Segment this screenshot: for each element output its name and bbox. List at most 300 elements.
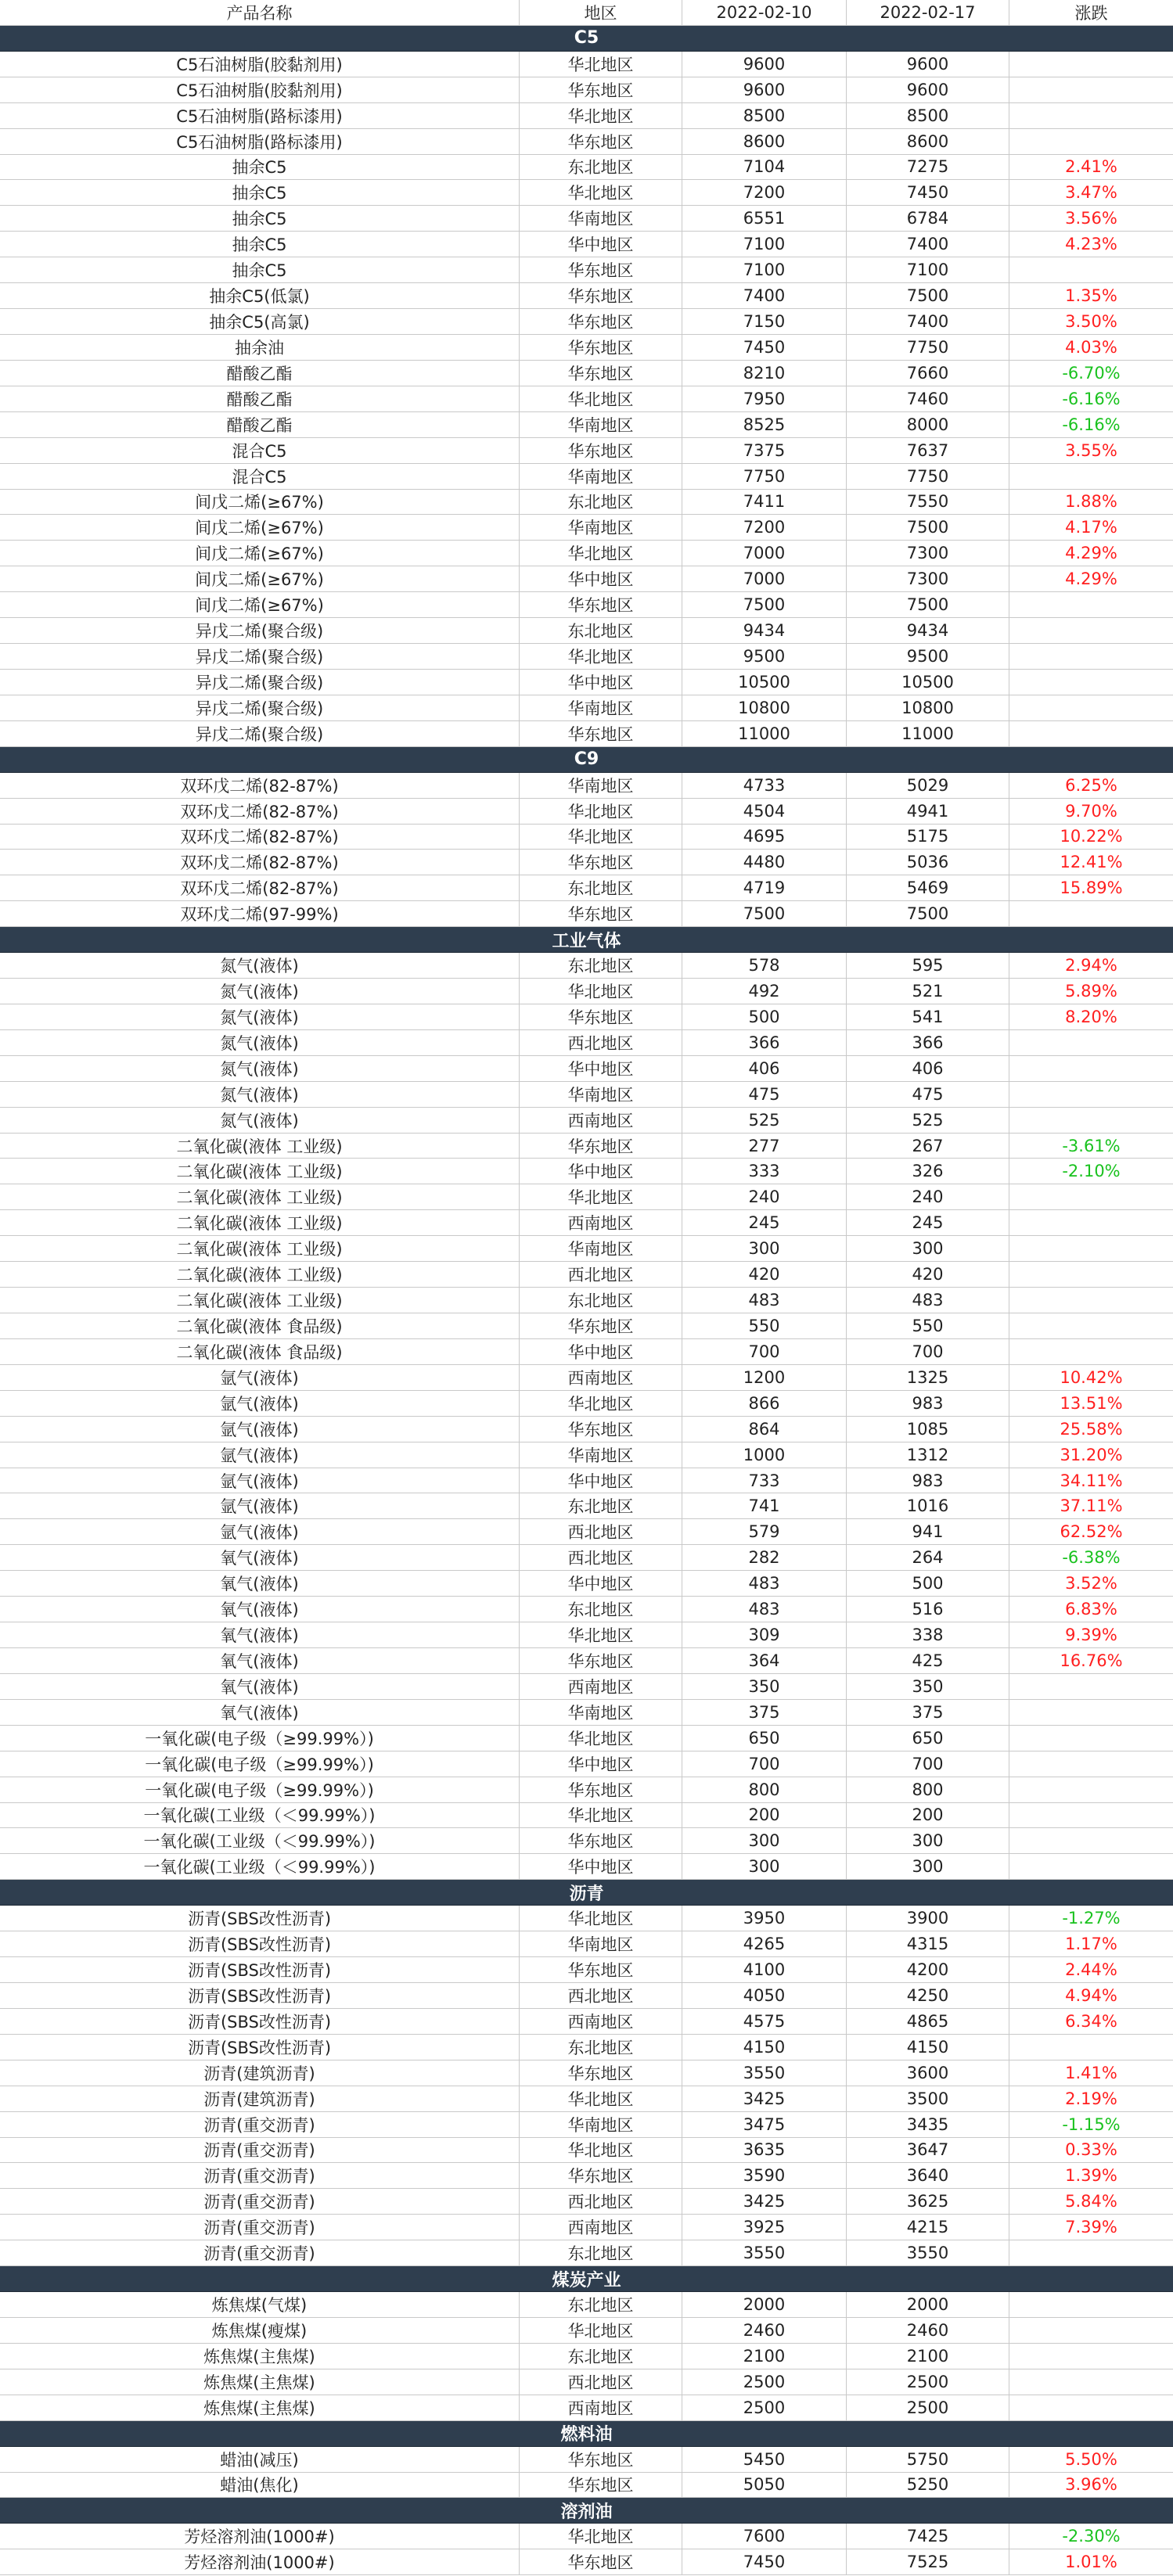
change-cell: 9.39% xyxy=(1065,1626,1117,1645)
product-name-cell: 混合C5 xyxy=(0,464,520,489)
price-date-2-cell: 425 xyxy=(847,1648,1009,1673)
change-cell: -2.10% xyxy=(1062,1162,1121,1181)
price-date-1-cell: 5450 xyxy=(682,2447,847,2472)
price-date-2-cell: 7500 xyxy=(847,592,1009,617)
product-name-cell: 氩气(液体) xyxy=(0,1519,520,1544)
product-name-cell: 氧气(液体) xyxy=(0,1674,520,1699)
product-name-cell: 氮气(液体) xyxy=(0,1030,520,1055)
price-date-2-cell: 7500 xyxy=(847,283,1009,308)
product-name-cell: 醋酸乙酯 xyxy=(0,361,520,386)
table-row xyxy=(0,515,1173,541)
price-date-1-cell: 375 xyxy=(682,1700,847,1725)
table-row xyxy=(0,1983,1173,2009)
price-date-2-cell: 521 xyxy=(847,979,1009,1004)
price-date-1-cell: 578 xyxy=(682,953,847,978)
section-title: C9 xyxy=(574,749,599,770)
price-date-2-cell: 650 xyxy=(847,1726,1009,1751)
table-row xyxy=(0,232,1173,257)
price-date-2-cell: 9600 xyxy=(847,77,1009,102)
product-name-cell: 抽余C5(高氯) xyxy=(0,309,520,334)
change-cell: -3.61% xyxy=(1062,1136,1121,1155)
table-row xyxy=(0,1828,1173,1854)
change-cell: 3.96% xyxy=(1065,2475,1117,2495)
change-cell xyxy=(1009,2240,1173,2265)
price-date-2-cell: 7400 xyxy=(847,309,1009,334)
price-date-2-cell: 475 xyxy=(847,1082,1009,1107)
price-date-1-cell: 7100 xyxy=(682,257,847,282)
region-cell: 华北地区 xyxy=(520,1803,682,1828)
price-date-1-cell: 406 xyxy=(682,1056,847,1081)
region-cell: 华东地区 xyxy=(520,2163,682,2188)
change-cell: 5.50% xyxy=(1065,2449,1117,2469)
change-cell xyxy=(1009,1210,1173,1235)
product-name-cell: 双环戊二烯(82-87%) xyxy=(0,773,520,798)
price-date-1-cell: 8210 xyxy=(682,361,847,386)
price-date-2-cell: 1312 xyxy=(847,1442,1009,1468)
change-cell: 0.33% xyxy=(1065,2140,1117,2160)
region-cell: 华北地区 xyxy=(520,1391,682,1416)
product-name-cell: 氮气(液体) xyxy=(0,1108,520,1133)
change-cell: -6.16% xyxy=(1062,389,1121,408)
change-cell: 1.01% xyxy=(1065,2553,1117,2572)
change-cell xyxy=(1009,1236,1173,1261)
product-name-cell: 二氧化碳(液体 食品级) xyxy=(0,1313,520,1338)
table-row xyxy=(0,2344,1173,2369)
price-date-1-cell: 8600 xyxy=(682,129,847,154)
table-row xyxy=(0,799,1173,825)
price-date-2-cell: 3600 xyxy=(847,2060,1009,2086)
product-name-cell: 异戊二烯(聚合级) xyxy=(0,670,520,695)
table-row xyxy=(0,2524,1173,2549)
change-cell: -6.38% xyxy=(1062,1548,1121,1568)
change-cell: 37.11% xyxy=(1060,1496,1123,1516)
price-date-1-cell: 3925 xyxy=(682,2215,847,2240)
table-row xyxy=(0,2292,1173,2318)
price-date-2-cell: 4941 xyxy=(847,799,1009,824)
price-date-2-cell: 541 xyxy=(847,1004,1009,1029)
price-date-1-cell: 3550 xyxy=(682,2060,847,2086)
price-date-2-cell: 7550 xyxy=(847,490,1009,515)
change-cell: 1.17% xyxy=(1065,1935,1117,1954)
price-date-1-cell: 1000 xyxy=(682,1442,847,1468)
region-cell: 华东地区 xyxy=(520,2473,682,2498)
region-cell: 西南地区 xyxy=(520,1365,682,1390)
price-date-1-cell: 7375 xyxy=(682,438,847,463)
price-date-1-cell: 4733 xyxy=(682,773,847,798)
price-date-1-cell: 366 xyxy=(682,1030,847,1055)
change-cell xyxy=(1009,2369,1173,2395)
change-cell xyxy=(1009,129,1173,154)
product-name-cell: 氧气(液体) xyxy=(0,1545,520,1570)
price-date-2-cell: 700 xyxy=(847,1339,1009,1364)
change-cell: 6.83% xyxy=(1065,1600,1117,1619)
table-row xyxy=(0,1004,1173,1030)
price-date-1-cell: 7150 xyxy=(682,309,847,334)
table-row xyxy=(0,1803,1173,1829)
table-row xyxy=(0,1931,1173,1957)
price-date-2-cell: 7300 xyxy=(847,541,1009,566)
table-row xyxy=(0,1082,1173,1108)
price-date-2-cell: 300 xyxy=(847,1854,1009,1879)
price-date-1-cell: 7500 xyxy=(682,901,847,926)
product-name-cell: 氩气(液体) xyxy=(0,1442,520,1468)
product-name-cell: 炼焦煤(主焦煤) xyxy=(0,2344,520,2369)
region-cell: 华北地区 xyxy=(520,799,682,824)
change-cell: 4.29% xyxy=(1065,569,1117,589)
change-cell xyxy=(1009,1854,1173,1879)
change-cell xyxy=(1009,1108,1173,1133)
region-cell: 华北地区 xyxy=(520,2524,682,2549)
region-cell: 东北地区 xyxy=(520,953,682,978)
price-date-2-cell: 7450 xyxy=(847,180,1009,205)
price-date-1-cell: 2000 xyxy=(682,2292,847,2317)
price-date-2-cell: 3900 xyxy=(847,1906,1009,1931)
table-row xyxy=(0,875,1173,901)
price-date-1-cell: 7500 xyxy=(682,592,847,617)
price-date-1-cell: 500 xyxy=(682,1004,847,1029)
change-cell: 2.41% xyxy=(1065,157,1117,177)
price-date-2-cell: 267 xyxy=(847,1134,1009,1159)
change-cell xyxy=(1009,2395,1173,2420)
price-date-2-cell: 8000 xyxy=(847,412,1009,437)
region-cell: 华南地区 xyxy=(520,464,682,489)
price-date-1-cell: 2500 xyxy=(682,2395,847,2420)
section-title: 煤炭产业 xyxy=(552,2270,621,2290)
price-date-2-cell: 1085 xyxy=(847,1417,1009,1442)
table-row xyxy=(0,592,1173,618)
header-date-1: 2022-02-10 xyxy=(682,0,847,25)
region-cell: 东北地区 xyxy=(520,490,682,515)
price-date-1-cell: 3475 xyxy=(682,2112,847,2137)
table-row xyxy=(0,1391,1173,1417)
section-title: 燃料油 xyxy=(560,2425,613,2445)
region-cell: 西北地区 xyxy=(520,1545,682,1570)
section-header-row xyxy=(0,747,1173,773)
product-name-cell: 双环戊二烯(82-87%) xyxy=(0,799,520,824)
product-name-cell: 二氧化碳(液体 工业级) xyxy=(0,1288,520,1313)
region-cell: 华中地区 xyxy=(520,1339,682,1364)
product-name-cell: 氮气(液体) xyxy=(0,953,520,978)
change-cell: 10.22% xyxy=(1060,827,1123,846)
table-row xyxy=(0,2009,1173,2035)
change-cell: 3.55% xyxy=(1065,440,1117,460)
price-date-2-cell: 200 xyxy=(847,1803,1009,1828)
price-date-1-cell: 300 xyxy=(682,1828,847,1853)
table-row xyxy=(0,2189,1173,2215)
change-cell xyxy=(1009,592,1173,617)
region-cell: 华北地区 xyxy=(520,541,682,566)
product-name-cell: 二氧化碳(液体 工业级) xyxy=(0,1210,520,1235)
region-cell: 华东地区 xyxy=(520,1777,682,1802)
region-cell: 西北地区 xyxy=(520,1983,682,2008)
product-name-cell: 沥青(重交沥青) xyxy=(0,2163,520,2188)
price-date-2-cell: 300 xyxy=(847,1236,1009,1261)
change-cell: 34.11% xyxy=(1060,1471,1123,1490)
change-cell: 1.88% xyxy=(1065,492,1117,512)
table-row xyxy=(0,1442,1173,1468)
price-date-1-cell: 3635 xyxy=(682,2138,847,2163)
price-date-2-cell: 7275 xyxy=(847,155,1009,180)
change-cell xyxy=(1009,1262,1173,1287)
product-name-cell: 抽余油 xyxy=(0,335,520,360)
price-date-1-cell: 866 xyxy=(682,1391,847,1416)
change-cell: 31.20% xyxy=(1060,1445,1123,1464)
price-date-2-cell: 4150 xyxy=(847,2035,1009,2060)
price-date-1-cell: 7750 xyxy=(682,464,847,489)
price-date-1-cell: 9600 xyxy=(682,52,847,77)
region-cell: 西南地区 xyxy=(520,2009,682,2034)
change-cell xyxy=(1009,1082,1173,1107)
price-date-2-cell: 5036 xyxy=(847,850,1009,875)
change-cell xyxy=(1009,670,1173,695)
region-cell: 华南地区 xyxy=(520,206,682,231)
region-cell: 华北地区 xyxy=(520,386,682,411)
table-row xyxy=(0,206,1173,232)
product-name-cell: 沥青(重交沥青) xyxy=(0,2138,520,2163)
price-date-2-cell: 5029 xyxy=(847,773,1009,798)
change-cell: 8.20% xyxy=(1065,1007,1117,1026)
price-date-1-cell: 333 xyxy=(682,1159,847,1184)
price-date-1-cell: 7100 xyxy=(682,232,847,257)
price-date-1-cell: 4265 xyxy=(682,1931,847,1956)
price-date-1-cell: 364 xyxy=(682,1648,847,1673)
price-date-2-cell: 1016 xyxy=(847,1493,1009,1518)
price-date-1-cell: 7950 xyxy=(682,386,847,411)
table-row xyxy=(0,1159,1173,1184)
product-name-cell: 沥青(SBS改性沥青) xyxy=(0,2035,520,2060)
price-date-1-cell: 864 xyxy=(682,1417,847,1442)
change-cell xyxy=(1009,1828,1173,1853)
change-cell xyxy=(1009,1184,1173,1209)
price-date-2-cell: 550 xyxy=(847,1313,1009,1338)
table-row xyxy=(0,901,1173,927)
product-name-cell: 氮气(液体) xyxy=(0,1082,520,1107)
change-cell: 2.94% xyxy=(1065,956,1117,975)
price-date-2-cell: 2100 xyxy=(847,2344,1009,2369)
product-name-cell: 氩气(液体) xyxy=(0,1391,520,1416)
change-cell xyxy=(1009,1339,1173,1364)
region-cell: 西北地区 xyxy=(520,1262,682,1287)
product-name-cell: 沥青(重交沥青) xyxy=(0,2189,520,2214)
header-product-name: 产品名称 xyxy=(0,0,520,25)
change-cell xyxy=(1009,2318,1173,2343)
product-name-cell: 氩气(液体) xyxy=(0,1493,520,1518)
product-name-cell: 蜡油(焦化) xyxy=(0,2473,520,2498)
region-cell: 华南地区 xyxy=(520,1236,682,1261)
region-cell: 东北地区 xyxy=(520,2344,682,2369)
price-date-2-cell: 406 xyxy=(847,1056,1009,1081)
region-cell: 华北地区 xyxy=(520,1622,682,1647)
table-row xyxy=(0,2035,1173,2060)
price-date-2-cell: 7750 xyxy=(847,464,1009,489)
change-cell: 6.25% xyxy=(1065,775,1117,795)
product-name-cell: 氮气(液体) xyxy=(0,1004,520,1029)
region-cell: 华中地区 xyxy=(520,1468,682,1493)
price-date-2-cell: 7425 xyxy=(847,2524,1009,2549)
change-cell: -1.27% xyxy=(1062,1909,1121,1928)
table-row xyxy=(0,1030,1173,1056)
price-date-2-cell: 8500 xyxy=(847,103,1009,128)
table-row xyxy=(0,386,1173,412)
price-date-2-cell: 4200 xyxy=(847,1957,1009,1982)
product-name-cell: 一氧化碳(电子级（≥99.99%）) xyxy=(0,1751,520,1777)
product-name-cell: 炼焦煤(主焦煤) xyxy=(0,2395,520,2420)
price-date-2-cell: 7750 xyxy=(847,335,1009,360)
region-cell: 华东地区 xyxy=(520,850,682,875)
region-cell: 华北地区 xyxy=(520,2138,682,2163)
change-cell: 7.39% xyxy=(1065,2218,1117,2237)
product-name-cell: 沥青(重交沥青) xyxy=(0,2240,520,2265)
table-row xyxy=(0,77,1173,103)
product-name-cell: 双环戊二烯(82-87%) xyxy=(0,875,520,900)
price-date-1-cell: 3425 xyxy=(682,2086,847,2111)
change-cell xyxy=(1009,2035,1173,2060)
product-name-cell: 二氧化碳(液体 工业级) xyxy=(0,1184,520,1209)
region-cell: 华东地区 xyxy=(520,2447,682,2472)
table-row xyxy=(0,1700,1173,1726)
product-name-cell: 一氧化碳(工业级（＜99.99%）) xyxy=(0,1828,520,1853)
price-date-1-cell: 7200 xyxy=(682,180,847,205)
price-date-2-cell: 700 xyxy=(847,1751,1009,1777)
product-name-cell: 氩气(液体) xyxy=(0,1365,520,1390)
table-row xyxy=(0,2318,1173,2344)
region-cell: 华中地区 xyxy=(520,1159,682,1184)
price-date-1-cell: 7411 xyxy=(682,490,847,515)
change-cell: 16.76% xyxy=(1060,1651,1123,1670)
price-date-2-cell: 3640 xyxy=(847,2163,1009,2188)
table-row xyxy=(0,2215,1173,2240)
price-date-1-cell: 4504 xyxy=(682,799,847,824)
table-row xyxy=(0,438,1173,464)
price-date-2-cell: 5750 xyxy=(847,2447,1009,2472)
region-cell: 东北地区 xyxy=(520,618,682,643)
table-row xyxy=(0,825,1173,850)
table-row xyxy=(0,103,1173,129)
section-header-row xyxy=(0,2266,1173,2292)
product-name-cell: 氧气(液体) xyxy=(0,1597,520,1622)
table-body xyxy=(0,26,1173,2575)
change-cell xyxy=(1009,1056,1173,1081)
price-date-1-cell: 483 xyxy=(682,1571,847,1596)
table-row xyxy=(0,695,1173,721)
region-cell: 华东地区 xyxy=(520,129,682,154)
region-cell: 华南地区 xyxy=(520,412,682,437)
product-name-cell: 双环戊二烯(97-99%) xyxy=(0,901,520,926)
price-date-2-cell: 3647 xyxy=(847,2138,1009,2163)
product-name-cell: 炼焦煤(气煤) xyxy=(0,2292,520,2317)
price-date-2-cell: 7100 xyxy=(847,257,1009,282)
change-cell xyxy=(1009,257,1173,282)
product-name-cell: 抽余C5 xyxy=(0,257,520,282)
price-date-1-cell: 4100 xyxy=(682,1957,847,1982)
price-date-1-cell: 2100 xyxy=(682,2344,847,2369)
price-date-2-cell: 9434 xyxy=(847,618,1009,643)
price-date-1-cell: 7200 xyxy=(682,515,847,540)
table-row xyxy=(0,1339,1173,1365)
table-row xyxy=(0,541,1173,566)
table-row xyxy=(0,2395,1173,2421)
price-date-1-cell: 733 xyxy=(682,1468,847,1493)
section-header-row xyxy=(0,26,1173,52)
region-cell: 东北地区 xyxy=(520,1288,682,1313)
price-date-2-cell: 7525 xyxy=(847,2549,1009,2574)
price-date-1-cell: 8525 xyxy=(682,412,847,437)
price-date-2-cell: 5469 xyxy=(847,875,1009,900)
product-name-cell: 沥青(SBS改性沥青) xyxy=(0,1957,520,1982)
price-date-2-cell: 338 xyxy=(847,1622,1009,1647)
product-name-cell: C5石油树脂(胶黏剂用) xyxy=(0,77,520,102)
table-row xyxy=(0,2163,1173,2189)
price-date-1-cell: 579 xyxy=(682,1519,847,1544)
product-name-cell: 抽余C5 xyxy=(0,155,520,180)
table-row xyxy=(0,1236,1173,1262)
region-cell: 东北地区 xyxy=(520,2292,682,2317)
region-cell: 华南地区 xyxy=(520,1700,682,1725)
change-cell: 4.29% xyxy=(1065,544,1117,563)
product-name-cell: 沥青(SBS改性沥青) xyxy=(0,1983,520,2008)
price-date-1-cell: 9434 xyxy=(682,618,847,643)
region-cell: 华北地区 xyxy=(520,52,682,77)
section-header-row xyxy=(0,2498,1173,2524)
price-date-2-cell: 9500 xyxy=(847,644,1009,669)
region-cell: 华东地区 xyxy=(520,361,682,386)
region-cell: 华东地区 xyxy=(520,283,682,308)
table-row xyxy=(0,2473,1173,2499)
price-date-1-cell: 9500 xyxy=(682,644,847,669)
change-cell: 1.41% xyxy=(1065,2063,1117,2082)
section-title: 溶剂油 xyxy=(560,2502,613,2522)
region-cell: 华东地区 xyxy=(520,2060,682,2086)
price-date-1-cell: 300 xyxy=(682,1236,847,1261)
table-row xyxy=(0,52,1173,77)
change-cell xyxy=(1009,52,1173,77)
region-cell: 西南地区 xyxy=(520,1108,682,1133)
price-date-1-cell: 420 xyxy=(682,1262,847,1287)
product-name-cell: 沥青(建筑沥青) xyxy=(0,2086,520,2111)
table-row xyxy=(0,773,1173,799)
change-cell xyxy=(1009,1313,1173,1338)
region-cell: 华东地区 xyxy=(520,1134,682,1159)
price-date-2-cell: 2000 xyxy=(847,2292,1009,2317)
product-name-cell: 双环戊二烯(82-87%) xyxy=(0,850,520,875)
table-row xyxy=(0,1184,1173,1210)
product-name-cell: 混合C5 xyxy=(0,438,520,463)
price-date-2-cell: 3550 xyxy=(847,2240,1009,2265)
product-name-cell: 炼焦煤(主焦煤) xyxy=(0,2369,520,2395)
region-cell: 华北地区 xyxy=(520,2318,682,2343)
product-name-cell: C5石油树脂(路标漆用) xyxy=(0,103,520,128)
header-region: 地区 xyxy=(520,0,682,25)
section-header-row xyxy=(0,1880,1173,1906)
price-date-2-cell: 5250 xyxy=(847,2473,1009,2498)
price-date-1-cell: 7600 xyxy=(682,2524,847,2549)
product-name-cell: 间戊二烯(≥67%) xyxy=(0,541,520,566)
table-row xyxy=(0,2447,1173,2473)
table-row xyxy=(0,1365,1173,1391)
price-date-1-cell: 4050 xyxy=(682,1983,847,2008)
price-date-2-cell: 9600 xyxy=(847,52,1009,77)
region-cell: 华南地区 xyxy=(520,1082,682,1107)
price-date-2-cell: 2500 xyxy=(847,2395,1009,2420)
change-cell: 2.19% xyxy=(1065,2089,1117,2108)
change-cell xyxy=(1009,721,1173,746)
region-cell: 西南地区 xyxy=(520,1674,682,1699)
price-date-1-cell: 1200 xyxy=(682,1365,847,1390)
price-date-1-cell: 7400 xyxy=(682,283,847,308)
table-row xyxy=(0,1726,1173,1751)
section-header-row xyxy=(0,2421,1173,2447)
price-date-2-cell: 366 xyxy=(847,1030,1009,1055)
